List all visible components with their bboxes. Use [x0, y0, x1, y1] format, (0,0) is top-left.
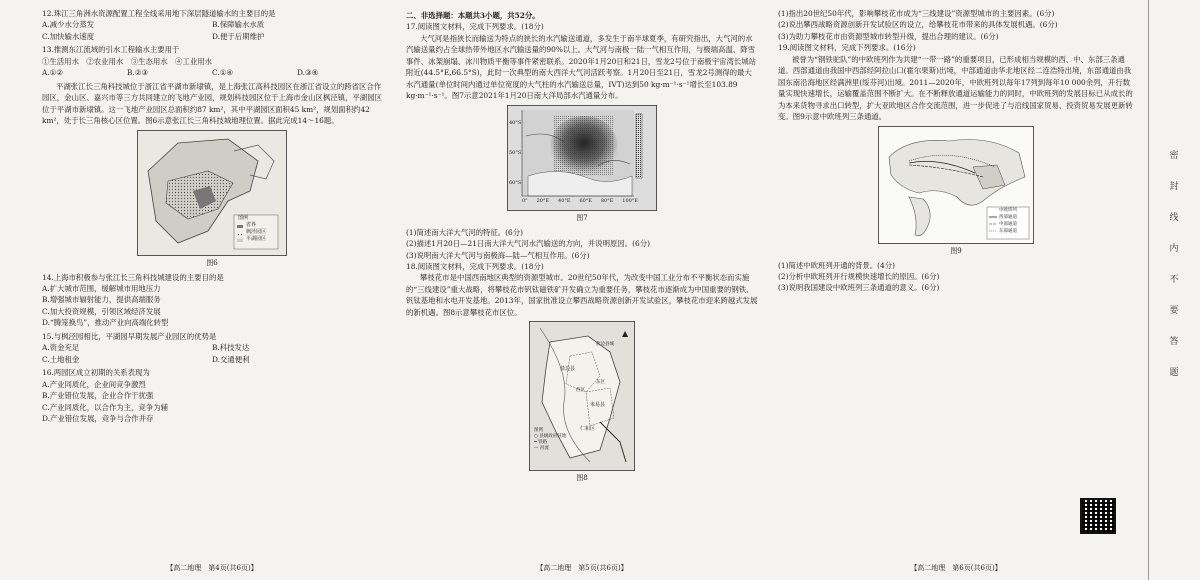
fig7-lon-60: 60°E: [579, 197, 592, 204]
binding-char-3: 线: [1169, 212, 1179, 223]
fig7-lat-50: 50°S: [509, 149, 522, 156]
q19-task-3: (3)说明我国建设中欧班列三条通道的意义。(6分): [778, 283, 940, 293]
figure-7-map: [507, 105, 657, 211]
q14-option-a: A.扩大城市范围，缓解城市用地压力: [42, 284, 161, 293]
question-15: [42, 331, 382, 365]
figure-7-caption: 图7: [576, 213, 588, 222]
q15-stem: 15.与枫泾园相比，平湖园早期发展产业园区的优势是: [42, 331, 217, 341]
fig7-lat-60: 60°S: [509, 179, 522, 186]
page-4: [36, 0, 388, 580]
binding-char-8: 题: [1169, 367, 1179, 378]
page-5-footer: 【高二地理 第5页(共6页)】: [536, 564, 628, 573]
page-6: [772, 0, 1140, 580]
svg-text:▲: ▲: [622, 329, 629, 339]
binding-char-4: 内: [1169, 243, 1179, 254]
q13-items: ①生活用水 ②农业用水 ③生态用水 ④工业用水: [42, 56, 212, 66]
passage-14-16: 平湖张江长三角科技城位于浙江省平湖市新埭镇，是上海张江高科技园区在浙江省设立的跨省区合作园区，金山区、嘉兴市等三方共同建立的飞地产业园，规划科技园区位于上海市金山区枫泾镇，平湖园区位于平湖市新埭镇。这一飞地产业园区总面积约87 km²，其中平湖园区面积45 km²，规划面积约42 km²，处于长三角核心区位置。图6示意张江长三角科技城地理位置。据此完成14～16题。: [42, 81, 382, 126]
question-13: [42, 44, 382, 78]
fig7-lon-40: 40°E: [558, 197, 571, 204]
q19-task-2: (2)分析中欧班列开行规模快速增长的原因。(6分): [778, 272, 940, 281]
binding-char-5: 不: [1169, 274, 1179, 285]
q17-heading: 17.阅读图文材料，完成下列要求。(18分): [406, 22, 544, 32]
fig7-lon-80: 80°E: [600, 197, 614, 204]
q16-option-d: D.产业错位发展，竞争与合作并存: [42, 414, 154, 424]
fig8-label-county-seat: 盐边县城: [596, 342, 614, 348]
question-14: [42, 272, 382, 329]
fig8-legend-rail: ━ 铁路: [534, 440, 548, 446]
fig6-legend-pinghu: 平湖园区: [246, 235, 267, 242]
fig7-lon-0: 0°: [522, 197, 528, 204]
qr-code-icon: [1080, 498, 1116, 534]
fig8-label-miyi: 米易县: [590, 402, 606, 409]
fig9-legend-central: 中部通道: [999, 221, 1017, 227]
q15-option-d: D.交通便利: [212, 354, 250, 364]
q13-option-a: A.①②: [42, 68, 63, 78]
q14-stem: 14.上海市积极参与张江长三角科技城建设的主要目的是: [42, 272, 224, 282]
fig8-label-dongqu: 东区: [596, 380, 605, 386]
q18-task-1: (1)指出20世纪50年代，影响攀枝花市成为“三线建设”资源型城市的主要因素。(6分): [778, 9, 1055, 18]
fig6-legend-boundary: 省界: [246, 221, 257, 228]
fig7-lat-40: 40°S: [509, 119, 522, 126]
binding-char-1: 密: [1169, 151, 1179, 161]
binding-char-7: 答: [1169, 336, 1179, 347]
binding-char-6: 要: [1169, 305, 1179, 316]
fig6-legend-title: 图例: [238, 214, 249, 221]
q17-task-3: (3)说明南大洋大气河与南极海—陆—气相互作用。(6分): [406, 250, 590, 260]
fig8-legend-seat: ○ 县级政府驻地: [534, 434, 567, 440]
figure-8-caption: 图8: [576, 474, 588, 483]
q18-passage: 攀枝花市是中国西南地区典型的资源型城市。20世纪50年代，为改变中国工业分布不平衡状态而实施的“三线建设”重大战略，将攀枝花市钒钛磁铁矿开发确立为重要任务，攀枝花市逐渐成为中国重要的钢铁、钒钛基地和水电开发基地。2013年，国家批准设立攀西战略资源创新开发试验区，攀枝花市迎来跨越式发展的新机遇。图8示意攀枝花市区位。: [406, 273, 758, 317]
q17-task-2: (2)描述1月20日—21日南大洋大气河水汽输送的方向，并说明原因。(6分): [406, 239, 650, 249]
q13-stem: 13.推测东江流域的引水工程输水主要用于: [42, 45, 180, 55]
figure-8-map: [529, 321, 635, 471]
figure-6-caption: 图6: [206, 258, 218, 267]
q12-option-a: A.减少水分蒸发: [42, 20, 95, 30]
fig8-label-xiqu: 西区: [576, 388, 585, 394]
q13-option-c: C.①④: [212, 68, 233, 78]
q18-task-2: (2)说出攀西战略资源创新开发试验区的设立，给攀枝花市带来的具体发展机遇。(6分): [778, 20, 1058, 30]
page-4-footer: 【高二地理 第4页(共6页)】: [166, 564, 258, 573]
q14-option-b: B.增强城市辐射能力，提供高端服务: [42, 295, 161, 305]
fig8-label-renhe: 仁和区: [580, 426, 596, 433]
fig8-label-yanbian: 盐边县: [560, 366, 576, 373]
page-5: [400, 0, 764, 580]
binding-margin: [1148, 0, 1200, 580]
q16-stem: 16.两园区成立初期的关系表现为: [42, 368, 150, 378]
q15-option-c: C.土地租金: [42, 354, 80, 364]
q15-option-a: A.资金充足: [42, 343, 80, 353]
fig9-legend-west: 西部通道: [999, 214, 1017, 220]
page-6-footer: 【高二地理 第6页(共6页)】: [910, 564, 1002, 573]
q14-option-c: C.加大投资规模，引领区域经济发展: [42, 306, 161, 316]
fig9-legend-east: 东部通道: [999, 228, 1017, 234]
question-12: [42, 8, 382, 42]
q17-passage: 大气河是指狭长而输送为特点的狭长的水汽输送通道，多发生于南半球夏季，有研究指出，大气河的水汽输送量约占全球热带外地区水汽输送量的90%以上。大气河与南极一陆一气相互作用，与极端高温、降雪事件、冰架崩塌、冰川物质平衡等事件紧密联系。2020年1月20日和21日，雪龙2号位于南极宇宙湾长城站附近(44.5°E,66.5°S)，此时一次典型的南大西洋大气河活跃考察。1月20日至21日，雪龙2号测得的最大水汽通量(单位时间内通过单位宽度的大气柱的水汽输送总量，IVT)达到50 kg·m⁻¹·s⁻¹增长至103.89 kg·m⁻¹·s⁻¹。图7示意2021年1月20日南大洋局部水汽通量分布。: [406, 33, 757, 101]
q16-option-b: B.产业错位发展，企业合作干扰强: [42, 391, 154, 401]
figure-9-caption: 图9: [950, 246, 962, 255]
q19-passage: 被誉为“钢铁驼队”的中欧班列作为共建“一带一路”的重要项目，已形成相当规模的西、中、东部三条通道。西部通道由我国中西部经阿拉山口(霍尔果斯)出境，中部通道由华北地区经二连浩特出境，东部通道由我国东南沿海地区经满洲里(绥芬河)出境。2011—2020年，中欧班列以每年17列到每年10 000余列，开行数量实现快速增长，运输覆盖范围不断扩大。在不断释放通道运输能力的同时，中欧班列的发展目标已从成长的为本来货物寻求出口转型，扩大亚欧地区合作交流范围，进一步促进了与沿线国家贸易、投资贸易发展更新转变。图9示意中欧班列三条通道。: [778, 54, 1133, 122]
fig7-lon-20: 20°E: [536, 197, 550, 204]
fig8-legend-river: — 河流: [534, 446, 549, 452]
q13-option-b: B.②③: [127, 68, 149, 78]
q19-heading: 19.阅读图文材料，完成下列要求。(16分): [778, 43, 916, 53]
question-16: [42, 367, 382, 424]
q19-task-1: (1)简述中欧班列开通的背景。(4分): [778, 260, 896, 270]
fig7-lon-100: 100°E: [622, 197, 638, 204]
q18-heading: 18.阅读图文材料，完成下列要求。(18分): [406, 262, 544, 271]
q17-task-1: (1)简述南大洋大气河的特征。(6分): [406, 227, 524, 237]
q18-task-3: (3)为助力攀枝花市由资源型城市转型升级，提出合理的建议。(6分): [778, 31, 999, 41]
q16-option-a: A.产业同质化，企业间竞争激烈: [42, 379, 146, 389]
q14-option-d: D.“腾笼换鸟”，推动产业向高端化转型: [42, 318, 169, 328]
q12-option-c: C.加快输水速度: [42, 31, 95, 41]
figure-9-map: [878, 126, 1034, 244]
fig8-legend-title: 图例: [534, 428, 543, 434]
q15-option-b: B.科技发达: [212, 343, 250, 353]
q13-option-d: D.③④: [297, 68, 319, 78]
binding-char-2: 封: [1169, 181, 1179, 192]
q16-option-c: C.产业同质化，以合作为主，竞争为辅: [42, 402, 168, 412]
map-7-drawing: [508, 106, 656, 210]
q12-option-d: D.便于后期维护: [212, 31, 265, 41]
fig6-legend-fengjing: 枫泾园区: [246, 228, 267, 235]
fig9-legend-title: 中欧班列: [999, 207, 1017, 213]
figure-6-map: [137, 130, 287, 256]
q12-option-b: B.保障输水水质: [212, 20, 265, 30]
q12-stem: 12.珠江三角洲水资源配置工程全线采用地下深层隧道输水的主要目的是: [42, 9, 276, 18]
section-heading: 二、非选择题：本题共3小题，共52分。: [406, 11, 540, 20]
